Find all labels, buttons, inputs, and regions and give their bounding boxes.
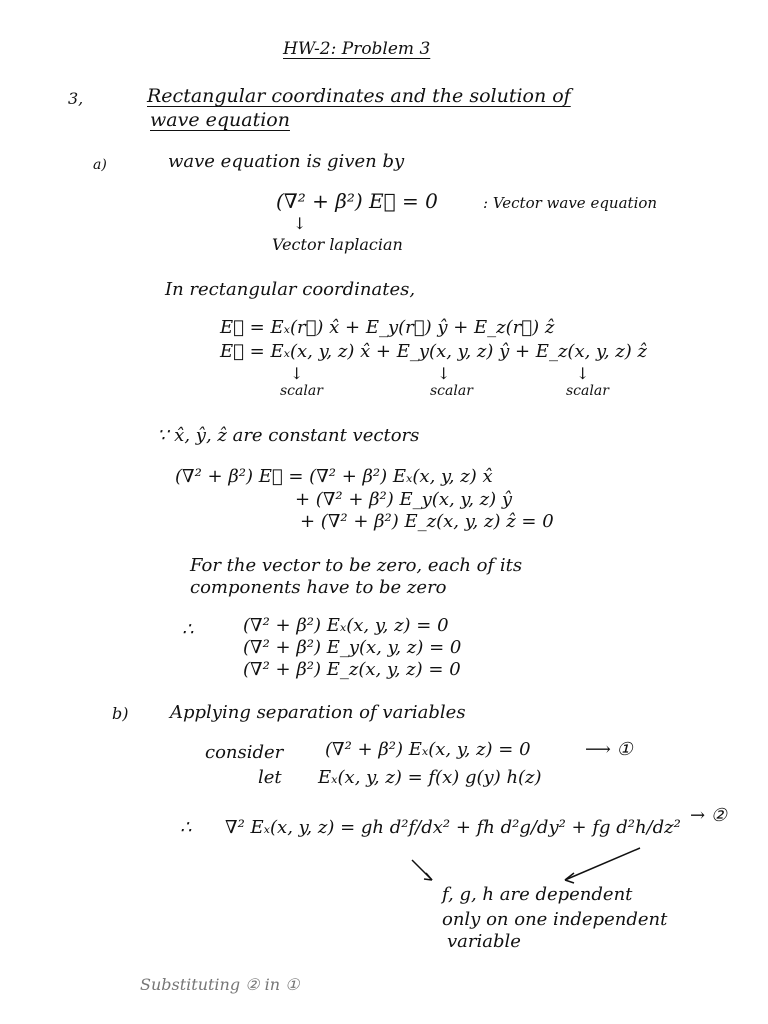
part-a-marker: a): [93, 157, 107, 173]
part-b-marker: b): [112, 704, 129, 723]
scalar-arrow-z: ↓: [576, 364, 590, 383]
zero-condition-line1: For the vector to be zero, each of its: [190, 555, 523, 576]
scalar-label-y: scalar: [430, 383, 473, 399]
scalar-arrow-y: ↓: [437, 364, 451, 383]
expansion-line1: (∇² + β²) E⃗ = (∇² + β²) Eₓ(x, y, z) x̂: [175, 466, 493, 487]
zero-condition-line2: components have to be zero: [190, 577, 447, 598]
page-title: HW-2: Problem 3: [283, 39, 431, 59]
cut-off-line: Substituting ② in ①: [140, 975, 300, 994]
consider-label: consider: [205, 742, 284, 763]
component-equation-z: (∇² + β²) E_z(x, y, z) = 0: [243, 659, 461, 680]
equation-ref-2: → ②: [690, 805, 727, 826]
laplacian-arrow: ↓: [293, 214, 307, 233]
e-field-line2: E⃗ = Eₓ(x, y, z) x̂ + E_y(x, y, z) ŷ + E_z(x, y, z) ẑ: [220, 341, 647, 362]
scalar-label-x: scalar: [280, 383, 323, 399]
problem-number: 3,: [68, 89, 84, 108]
vector-wave-equation: (∇² + β²) E⃗ = 0: [276, 189, 438, 213]
constant-vectors-line: ∵ x̂, ŷ, ẑ are constant vectors: [157, 425, 420, 446]
arrow-to-note-right: [565, 848, 640, 880]
note-line2: only on one independent: [442, 909, 668, 930]
e-field-line1: E⃗ = Eₓ(r⃗) x̂ + E_y(r⃗) ŷ + E_z(r⃗) ẑ: [220, 317, 555, 338]
vector-laplacian-label: Vector laplacian: [272, 235, 403, 254]
wave-eq-intro: wave equation is given by: [168, 151, 405, 172]
component-equation-x: (∇² + β²) Eₓ(x, y, z) = 0: [243, 615, 449, 636]
rectangular-intro: In rectangular coordinates,: [165, 279, 416, 300]
laplacian-separated-equation: ∇² Eₓ(x, y, z) = gh d²f/dx² + fh d²g/dy² + fg d²h/dz²: [225, 817, 681, 838]
problem-heading-line2: wave equation: [150, 109, 290, 131]
therefore-symbol-b: ∴: [180, 817, 192, 838]
therefore-symbol-a: ∴: [182, 619, 194, 640]
note-line1: f, g, h are dependent: [442, 884, 633, 905]
separation-intro: Applying separation of variables: [170, 702, 466, 723]
let-label: let: [258, 767, 282, 788]
note-line3: variable: [447, 931, 521, 952]
vector-wave-equation-label: : Vector wave equation: [483, 194, 658, 212]
component-equation-y: (∇² + β²) E_y(x, y, z) = 0: [243, 637, 462, 658]
consider-equation: (∇² + β²) Eₓ(x, y, z) = 0: [325, 739, 531, 760]
expansion-line2: + (∇² + β²) E_y(x, y, z) ŷ: [295, 489, 513, 510]
scalar-arrow-x: ↓: [290, 364, 304, 383]
separation-product: Eₓ(x, y, z) = f(x) g(y) h(z): [318, 767, 542, 788]
equation-ref-1: ⟶ ①: [585, 739, 633, 760]
expansion-line3: + (∇² + β²) E_z(x, y, z) ẑ = 0: [300, 511, 554, 532]
scalar-label-z: scalar: [566, 383, 609, 399]
problem-heading-line1: Rectangular coordinates and the solution of: [147, 85, 571, 107]
